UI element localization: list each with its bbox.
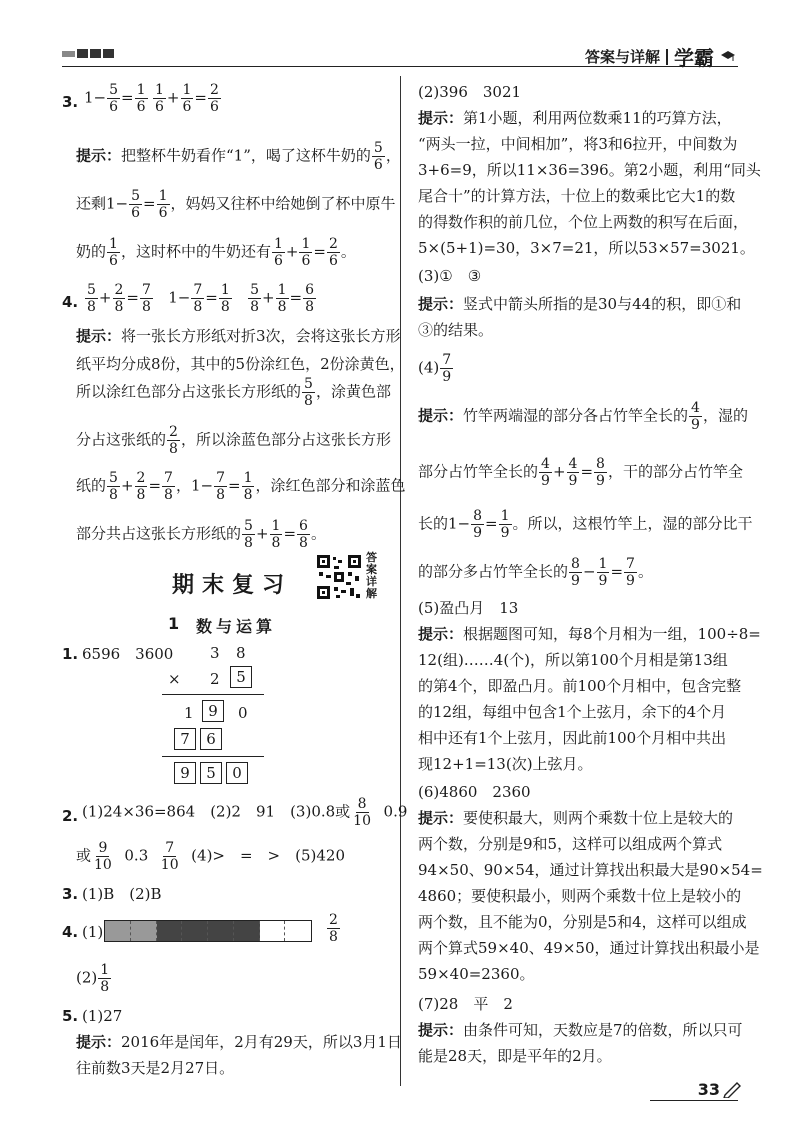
q3-hint-line-3: 奶的 $\frac{1}{6}$ ，这时杯中的牛奶还有 $\frac{1}{6}$ + $\frac{1}{6}$ = $\frac{2}{6}$ 。 xyxy=(76,236,356,269)
mult-top-digit: 8 xyxy=(236,644,246,662)
mult-r3-box: 9 xyxy=(174,762,196,784)
r4-hint-line-1: 提示：竹竿两端湿的部分各占竹竿全长的 $\frac{4}{9}$ ，湿的 xyxy=(418,400,748,433)
r2-hint-line-2: “两头一拉，中间相加”，将3和6拉开，中间数为 xyxy=(418,135,738,153)
r6-hint-line-1: 提示：要使积最大，则两个乘数十位上是较大的 xyxy=(418,809,734,827)
r7-hint-line-2: 能是28天，即是平年的2月。 xyxy=(418,1047,612,1065)
s1-values: 6596 3600 xyxy=(82,645,174,663)
q3-hint-line-2: 还剩1− $\frac{5}{6}$ = $\frac{1}{6}$ ，妈妈又往杯中给她倒了杯中原牛 xyxy=(76,188,396,221)
r5-hint-line-6: 现12+1=13(次)上弦月。 xyxy=(418,755,593,773)
r2-answer: (2)396 3021 xyxy=(418,83,522,101)
q3-number: 3. xyxy=(62,93,79,111)
r2-hint-line-4: 尾合十”的计算方法，十位上的数乘比它大1的数 xyxy=(418,187,736,205)
r4-hint-line-3: 长的1− $\frac{8}{9}$ = $\frac{1}{9}$ 。所以，这根竹竿上，湿的部分比干 xyxy=(418,508,753,541)
s5-hint-line-2: 往前数3天是2月27日。 xyxy=(76,1059,235,1077)
s2-line-1: (1)24×36=864 (2)2 91 (3)0.8或 $\frac{8}{10}$ 0.9 xyxy=(82,796,408,829)
q4-hint-line-1: 提示：将一张长方形纸对折3次，会将这张长方形 xyxy=(76,327,401,345)
q3-equation-2: $\frac{1}{6}$ + $\frac{1}{6}$ = $\frac{2}{6}$ xyxy=(155,82,219,115)
section-title: 期末复习 xyxy=(172,573,293,598)
s5-hint-line-1: 提示：2016年是闰年，2月有29天，所以3月1日 xyxy=(76,1033,402,1051)
q3-equation-1: 1− $\frac{5}{6}$ = $\frac{1}{6}$ xyxy=(84,82,146,115)
r3-hint-line-1: 提示：竖式中箭头所指的是30与44的积，即①和 xyxy=(418,295,742,313)
pencil-icon xyxy=(722,1080,742,1098)
r5-hint-line-3: 的第4个，即盈凸月。前100个月相中，包含完整 xyxy=(418,677,742,695)
page-number: 33 xyxy=(697,1080,720,1099)
r5-answer: (5)盈凸月 13 xyxy=(418,599,519,617)
mult-r2-box: 7 xyxy=(174,728,196,750)
r6-hint-line-5: 两个数，且不能为0，分别是5和4，这样可以组成 xyxy=(418,913,747,931)
r7-answer: (7)28 平 2 xyxy=(418,995,513,1013)
s2-line-2: 或 $\frac{9}{10}$ 0.3 $\frac{7}{10}$ (4)> = > (5)420 xyxy=(76,840,346,873)
s2-number: 2. xyxy=(62,807,79,825)
footer-rule xyxy=(650,1100,738,1101)
r7-hint-line-1: 提示：由条件可知，天数应是7的倍数，所以只可 xyxy=(418,1021,743,1039)
r3-answer: (3)① ③ xyxy=(418,267,482,285)
mult-r2-box: 6 xyxy=(200,728,222,750)
s4-part-1-fraction: $\frac{2}{8}$ xyxy=(329,912,338,945)
q4-hint-line-4: 分占这张纸的 $\frac{2}{8}$ ，所以涂蓝色部分占这张长方形 xyxy=(76,424,391,457)
r6-hint-line-4: 4860；要使积最小，则两个乘数十位上是较小的 xyxy=(418,887,742,905)
s3-text: (1)B (2)B xyxy=(82,885,162,903)
s4-part-2: (2) $\frac{1}{8}$ xyxy=(76,962,110,995)
q4-equations: $\frac{5}{8}$ + $\frac{2}{8}$ = $\frac{7}{8}$ 1− $\frac{7}{8}$ = $\frac{1}{8}$ $\frac{5}{8}$ + $\frac{1}{8}$ = $\frac{6}{8}$ xyxy=(87,282,314,315)
r2-hint-line-1: 提示：第1小题，利用两位数乘11的巧算方法， xyxy=(418,109,732,127)
mult-r1-box: 9 xyxy=(202,700,224,722)
header-title: 答案与详解 xyxy=(584,48,660,66)
subsection-title: 数与运算 xyxy=(196,617,277,636)
mult-r1-digit: 0 xyxy=(238,704,248,722)
r2-hint-line-3: 3+6=9，所以11×36=396。第2小题，利用“同头 xyxy=(418,161,761,179)
subsection-number: 1 xyxy=(168,614,184,633)
r5-hint-line-1: 提示：根据题图可知，每8个月相为一组，100÷8= xyxy=(418,625,761,643)
r6-hint-line-7: 59×40=2360。 xyxy=(418,965,535,983)
s5-text: (1)27 xyxy=(82,1007,123,1025)
mult-mid-box: 5 xyxy=(230,666,252,688)
r6-hint-line-3: 94×50、90×54，通过计算找出积最大是90×54= xyxy=(418,861,763,879)
r6-answer: (6)4860 2360 xyxy=(418,783,531,801)
mult-r1-digit: 1 xyxy=(184,704,194,722)
brand-logo: 学霸 xyxy=(674,46,714,70)
r6-hint-line-6: 两个算式59×40、49×50，通过计算找出积最小是 xyxy=(418,939,760,957)
r2-hint-line-6: 5×(5+1)=30，3×7=21，所以53×57=3021。 xyxy=(418,239,755,257)
qr-code-label: 答案详解 xyxy=(366,551,377,600)
r6-hint-line-2: 两个数，分别是9和5，这样可以组成两个算式 xyxy=(418,835,723,853)
r4-hint-line-4: 的部分多占竹竿全长的 $\frac{8}{9}$ − $\frac{1}{9}$ = $\frac{7}{9}$ 。 xyxy=(418,556,653,589)
q4-hint-line-3: 所以涂红色部分占这张长方形纸的 $\frac{5}{8}$ ，涂黄色部 xyxy=(76,376,391,409)
r5-hint-line-2: 12(组)……4(个)，所以第100个月相是第13组 xyxy=(418,651,728,669)
q4-number: 4. xyxy=(62,293,79,311)
r4-hint-line-2: 部分占竹竿全长的 $\frac{4}{9}$ + $\frac{4}{9}$ = $\frac{8}{9}$ ，干的部分占竹竿全 xyxy=(418,456,743,489)
r4-answer: (4) $\frac{7}{9}$ xyxy=(418,352,452,385)
s1-number: 1. xyxy=(62,645,79,663)
header-marks xyxy=(62,49,114,58)
mult-r3-box: 0 xyxy=(226,762,248,784)
q3-hint-line-1: 提示：把整杯牛奶看作“1”，喝了这杯牛奶的 $\frac{5}{6}$ ， xyxy=(76,140,401,173)
s5-number: 5. xyxy=(62,1007,79,1025)
s4-number: 4. xyxy=(62,923,79,941)
mult-mid-digit: 2 xyxy=(210,670,220,688)
mult-r3-box: 5 xyxy=(200,762,222,784)
s4-part-1: (1) xyxy=(82,923,104,941)
mult-rule-2 xyxy=(162,756,264,757)
column-divider xyxy=(400,76,401,1086)
r2-hint-line-5: 的得数作积的前几位，个位上两数的积写在后面， xyxy=(418,213,749,231)
qr-code-icon[interactable] xyxy=(316,554,362,600)
mult-operator: × xyxy=(168,670,181,688)
mult-rule-1 xyxy=(162,694,264,695)
q4-hint-line-5: 纸的 $\frac{5}{8}$ + $\frac{2}{8}$ = $\frac{7}{8}$ ，1− $\frac{7}{8}$ = $\frac{1}{8}$ ，涂红色部分和涂蓝色 xyxy=(76,470,406,503)
s3-number: 3. xyxy=(62,885,79,903)
r3-hint-line-2: ③的结果。 xyxy=(418,321,494,339)
mortarboard-icon xyxy=(720,50,736,64)
shaded-strip xyxy=(104,920,312,942)
mult-top-digit: 3 xyxy=(210,644,220,662)
r5-hint-line-5: 相中还有1个上弦月，因此前100个月相中共出 xyxy=(418,729,727,747)
q4-hint-line-6: 部分共占这张长方形纸的 $\frac{5}{8}$ + $\frac{1}{8}$ = $\frac{6}{8}$ 。 xyxy=(76,518,326,551)
header-rule xyxy=(62,66,738,67)
r5-hint-line-4: 的12组，每组中包含1个上弦月，余下的4个月 xyxy=(418,703,727,721)
q4-hint-line-2: 纸平均分成8份，其中的5份涂红色，2份涂黄色， xyxy=(76,355,405,373)
